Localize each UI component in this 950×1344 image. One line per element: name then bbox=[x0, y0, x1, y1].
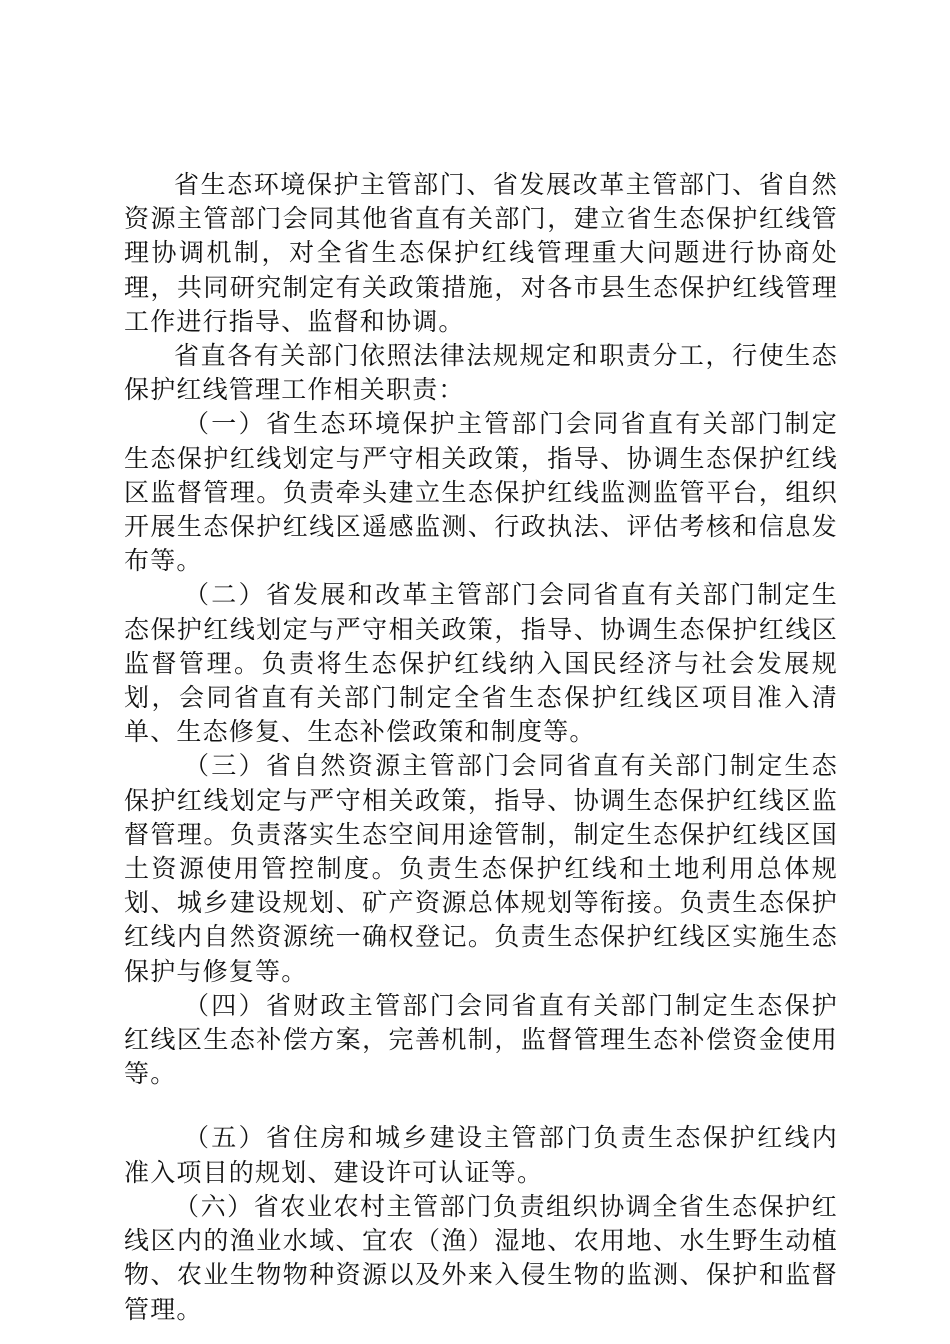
paragraph-coordination-mechanism: 省生态环境保护主管部门、省发展改革主管部门、省自然资源主管部门会同其他省直有关部门，建立省生态保护红线管理协调机制，对全省生态保护红线管理重大问题进行协商处理，共同研究制定有关政策措施，对各市县生态保护红线管理工作进行指导、监督和协调。 bbox=[124, 170, 838, 336]
paragraph-item-6: （六）省农业农村主管部门负责组织协调全省生态保护红线区内的渔业水域、宜农（渔）湿地、农用地、水生野生动植物、农业生物物种资源以及外来入侵生物的监测、保护和监督管理。 bbox=[124, 1191, 838, 1324]
paragraph-item-1: （一）省生态环境保护主管部门会同省直有关部门制定生态保护红线划定与严守相关政策，指导、协调生态保护红线区监督管理。负责牵头建立生态保护红线监测监管平台，组织开展生态保护红线区遥感监测、行政执法、评估考核和信息发布等。 bbox=[124, 409, 838, 576]
paragraph-item-4: （四）省财政主管部门会同省直有关部门制定生态保护红线区生态补偿方案，完善机制，监督管理生态补偿资金使用等。 bbox=[124, 990, 838, 1089]
paragraph-item-3: （三）省自然资源主管部门会同省直有关部门制定生态保护红线划定与严守相关政策，指导、协调生态保护红线区监督管理。负责落实生态空间用途管制，制定生态保护红线区国土资源使用管控制度。负责生态保护红线和土地利用总体规划、城乡建设规划、矿产资源总体规划等衔接。负责生态保护红线内自然资源统一确权登记。负责生态保护红线区实施生态保护与修复等。 bbox=[124, 751, 838, 986]
document-body bbox=[124, 168, 838, 1327]
paragraph-department-duties-intro: 省直各有关部门依照法律法规规定和职责分工，行使生态保护红线管理工作相关职责： bbox=[124, 341, 838, 405]
paragraph-item-2: （二）省发展和改革主管部门会同省直有关部门制定生态保护红线划定与严守相关政策，指导、协调生态保护红线区监督管理。负责将生态保护红线纳入国民经济与社会发展规划，会同省直有关部门制定全省生态保护红线区项目准入清单、生态修复、生态补偿政策和制度等。 bbox=[124, 580, 838, 747]
paragraph-item-5: （五）省住房和城乡建设主管部门负责生态保护红线内准入项目的规划、建设许可认证等。 bbox=[124, 1123, 838, 1187]
